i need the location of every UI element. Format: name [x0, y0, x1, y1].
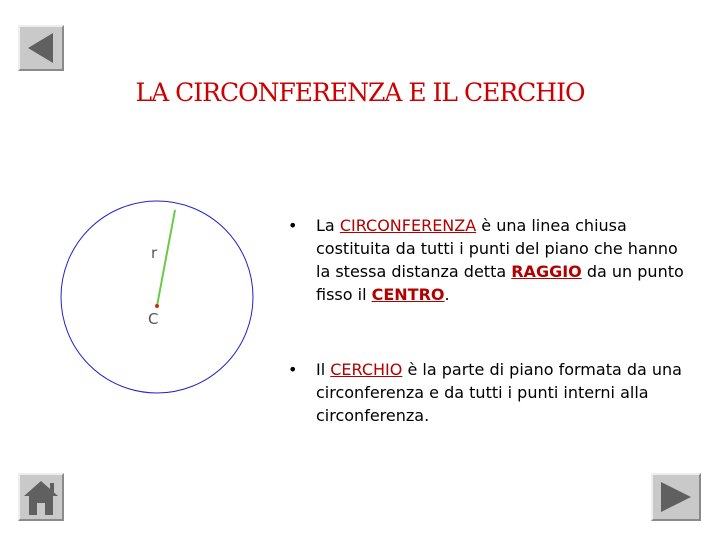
text: è una linea chiusa costituita da tutti i punti del piano che hanno la stessa distanza detta [316, 216, 678, 281]
radius-label: r [151, 244, 158, 262]
next-button[interactable] [651, 473, 701, 521]
text: è la parte di piano formata da una circonferenza e da tutti i punti interni alla circonferenza. [316, 360, 682, 425]
definition-list [288, 214, 688, 427]
center-label: C [148, 310, 159, 328]
definition-circumference [288, 214, 688, 306]
page-title: LA CIRCONFERENZA E IL CERCHIO [135, 78, 585, 107]
term-centro: CENTRO [371, 285, 445, 304]
back-button[interactable] [18, 25, 64, 71]
text: La [316, 216, 340, 235]
home-icon [20, 475, 62, 519]
bullet: • [288, 216, 298, 235]
circle-figure [60, 200, 260, 400]
radius-segment [157, 210, 175, 306]
definition-circle [288, 358, 688, 427]
center-point [155, 304, 159, 308]
triangle-left-icon [20, 27, 62, 69]
text: Il [316, 360, 331, 379]
text: da un punto fisso il [316, 262, 684, 304]
term-circonferenza: CIRCONFERENZA [339, 216, 477, 235]
text: . [444, 285, 450, 304]
circumference [61, 201, 253, 393]
triangle-right-icon [653, 475, 699, 519]
bullet: • [288, 360, 298, 379]
home-button[interactable] [18, 473, 64, 521]
term-cerchio: CERCHIO [330, 360, 403, 379]
term-raggio: RAGGIO [511, 262, 582, 281]
